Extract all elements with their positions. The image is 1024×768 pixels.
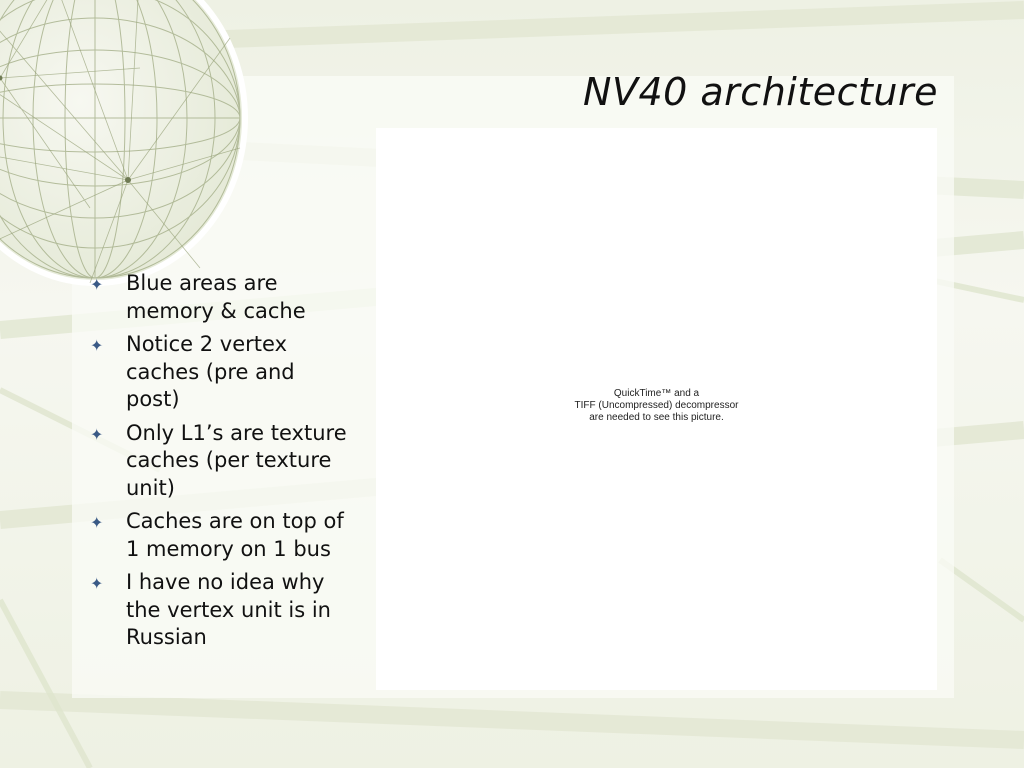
star-bullet-icon: ✦ bbox=[90, 275, 104, 294]
star-bullet-icon: ✦ bbox=[90, 574, 104, 593]
bullet-item bbox=[90, 420, 350, 503]
bullet-text: I have no idea why the vertex unit is in Russian bbox=[126, 570, 331, 649]
bullet-text: Only L1’s are texture caches (per texture unit) bbox=[126, 420, 347, 500]
placeholder-message bbox=[376, 388, 937, 424]
bullet-item bbox=[90, 508, 350, 563]
bullet-item bbox=[90, 270, 350, 325]
missing-image-placeholder bbox=[376, 128, 937, 690]
wireframe-globe-icon bbox=[0, 0, 250, 288]
bullet-text: Notice 2 vertex caches (pre and post) bbox=[126, 332, 295, 411]
placeholder-line: QuickTime™ and a bbox=[613, 388, 700, 399]
slide-title: NV40 architecture bbox=[583, 70, 938, 114]
placeholder-line: are needed to see this picture. bbox=[589, 412, 724, 423]
bullet-text: Blue areas are memory & cache bbox=[126, 271, 306, 323]
star-bullet-icon: ✦ bbox=[90, 336, 104, 355]
bullet-list bbox=[90, 270, 350, 658]
bullet-text: Caches are on top of 1 memory on 1 bus bbox=[126, 509, 344, 561]
bullet-item bbox=[90, 331, 350, 414]
star-bullet-icon: ✦ bbox=[90, 424, 104, 444]
star-bullet-icon: ✦ bbox=[90, 513, 104, 532]
placeholder-line: TIFF (Uncompressed) decompressor bbox=[574, 400, 739, 411]
bullet-item bbox=[90, 569, 350, 652]
